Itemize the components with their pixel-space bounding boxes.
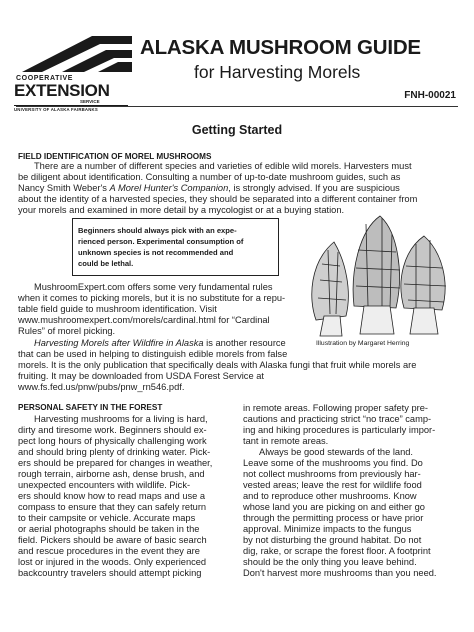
text-line: morels. It is the only publication that specifically deals with Alaska fungi that fruit while morels are <box>18 360 417 370</box>
text-line: dig, rake, or scrape the forest floor. A footprint <box>243 546 431 556</box>
text-line: in remote areas. Following proper safety pre- <box>243 403 428 413</box>
text-line: through the permitting process or have prior <box>243 513 424 523</box>
text-line <box>18 183 458 194</box>
text-line: approval. Minimize impacts to the fungus <box>243 524 412 534</box>
safety-warning-box <box>72 218 279 276</box>
text-line: Rules” of morel picking. <box>18 326 116 336</box>
document-title: ALASKA MUSHROOM GUIDE <box>140 36 421 59</box>
text-line: fruiting. It may be downloaded from USDA Forest Service at <box>18 371 264 381</box>
book-title: A Morel Hunter's Companion <box>109 183 229 193</box>
text-line: MushroomExpert.com offers some very fundamental rules <box>34 282 273 292</box>
field-identification-paragraph <box>18 161 458 216</box>
warning-line: unknown species is not recommended and <box>78 248 234 257</box>
text-line: to their campsite or vehicle. Accurate maps <box>18 513 196 523</box>
warning-line: rienced person. Experimental consumption of <box>78 237 244 246</box>
text-line: be diligent about identification. Consulting a number of up-to-date mushroom guides, such as <box>18 172 401 182</box>
text-line: rough terrain, airborne ash, dense brush, and <box>18 469 205 479</box>
logo-cooperative-text: COOPERATIVE <box>16 75 74 82</box>
text-line: and should bring plenty of drinking water. Pick- <box>18 447 211 457</box>
text-line: should be the only thing you leave behind. <box>243 557 417 567</box>
document-subtitle: for Harvesting Morels <box>194 62 361 82</box>
text-line: compass to ensure that they can safely return <box>18 502 207 512</box>
text-line: whose land you are picking on and either go <box>243 502 425 512</box>
personal-safety-heading: PERSONAL SAFETY IN THE FOREST <box>18 403 163 412</box>
personal-safety-left-column <box>18 414 238 579</box>
text-line: when it comes to picking morels, but it is no substitute for a repu- <box>18 293 286 303</box>
logo-service-text: SERVICE <box>80 99 100 104</box>
text-line: Always be good stewards of the land. <box>259 447 414 457</box>
text-line: and rescue procedures in the event they are <box>18 546 200 556</box>
publication-title: Harvesting Morels after Wildfire in Alaska <box>34 338 204 348</box>
text-line: ers should know how to read maps and use a <box>18 491 206 501</box>
text-span: Nancy Smith Weber's <box>18 183 110 193</box>
text-line: or aerial photographs should be taken in the <box>18 524 200 534</box>
header-divider <box>16 106 458 107</box>
illustration-caption: Illustration by Margaret Herring <box>316 340 410 347</box>
text-line: and to reproduce other mushrooms. Know <box>243 491 417 501</box>
wildfire-resource-paragraph <box>18 338 463 393</box>
text-line: ers should be prepared for changes in weather, <box>18 458 213 468</box>
text-line: There are a number of different species and varieties of edible wild morels. Harvesters must <box>34 161 412 171</box>
text-line: not collect mushrooms from previously har- <box>243 469 421 479</box>
text-line: about the identity of a harvested species, they should be separated into a different container from <box>18 194 418 204</box>
logo-extension-text: EXTENSION <box>14 81 110 100</box>
warning-line: Beginners should always pick with an expe- <box>78 226 237 235</box>
text-line: backcountry travelers should attempt picking <box>18 568 202 578</box>
text-span: , is strongly advised. If you are suspicious <box>228 183 400 193</box>
text-line: vested areas; leave the rest for wildlife food <box>243 480 422 490</box>
logo-university-text: UNIVERSITY OF ALASKA FAIRBANKS <box>14 105 128 112</box>
text-line: www.fs.fed.us/pnw/pubs/pnw_rn546.pdf. <box>18 382 185 392</box>
text-line <box>18 338 463 349</box>
publication-code: FNH-00021 <box>404 90 456 101</box>
morel-illustration <box>300 210 460 340</box>
text-line: dirty and tiresome work. Beginners should ex- <box>18 425 207 435</box>
text-line: www.mushroomexpert.com/morels/cardinal.html for “Cardinal <box>18 315 270 325</box>
text-line: tant in remote areas. <box>243 436 329 446</box>
warning-line: could be lethal. <box>78 259 134 268</box>
text-line: table field guide to mushroom identification. Visit <box>18 304 217 314</box>
text-line: unexpected encounters with wildlife. Pick- <box>18 480 191 490</box>
text-line: cautions and practicing strict “no trace” camp- <box>243 414 432 424</box>
personal-safety-right-column <box>243 403 465 579</box>
text-line: that can be used in helping to distinguish edible morels from false <box>18 349 288 359</box>
text-line: lost or injured in the woods. Only experienced <box>18 557 207 567</box>
text-line: pect long hours of physically challenging work <box>18 436 207 446</box>
text-line: ing and hiking procedures is particularly impor- <box>243 425 436 435</box>
text-span: is another resource <box>203 338 286 348</box>
text-line: Don't harvest more mushrooms than you need. <box>243 568 437 578</box>
text-line: your morels and examined in more detail by a mycologist or at a buying station. <box>18 205 345 215</box>
field-identification-heading: FIELD IDENTIFICATION OF MOREL MUSHROOMS <box>18 152 212 161</box>
text-line: by not disturbing the ground habitat. Do not <box>243 535 422 545</box>
text-line: Harvesting mushrooms for a living is hard, <box>34 414 208 424</box>
logo-mountain-graphic <box>22 26 132 74</box>
text-line: Leave some of the mushrooms you find. Do <box>243 458 423 468</box>
text-line: field. Pickers should be aware of basic search <box>18 535 207 545</box>
mushroom-expert-paragraph <box>18 282 303 337</box>
cooperative-extension-logo <box>14 26 130 110</box>
section-title: Getting Started <box>191 123 283 137</box>
